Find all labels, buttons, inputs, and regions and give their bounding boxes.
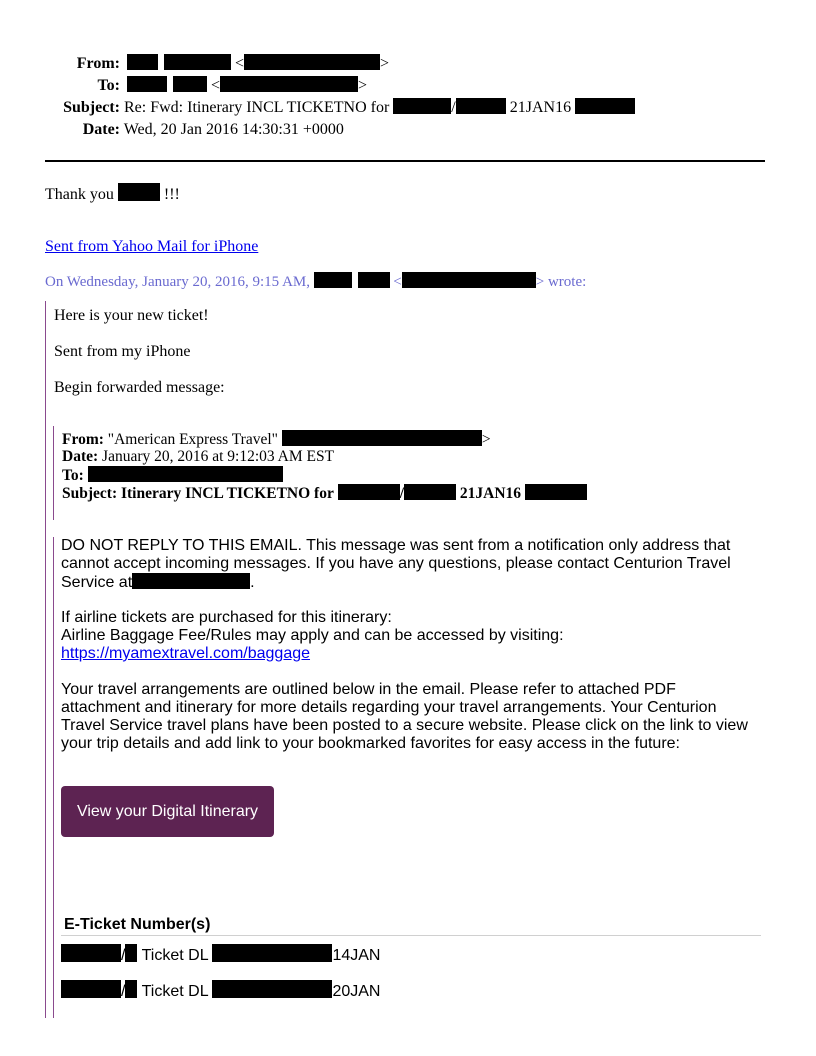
date-label: Date: xyxy=(82,121,120,138)
notice-line1: DO NOT REPLY TO THIS EMAIL. This message was sent from a notification only address that xyxy=(61,537,731,554)
thank-exclaim: !!! xyxy=(163,186,180,203)
redacted-wrote-email xyxy=(402,272,536,288)
redacted-wrote-first xyxy=(314,272,352,288)
redacted-wrote-last xyxy=(358,272,390,288)
fwd-subject-date: 21JAN16 xyxy=(459,485,522,502)
redacted-ticket-number xyxy=(212,944,332,962)
baggage-link[interactable]: https://myamextravel.com/baggage xyxy=(61,645,311,662)
ticket-date: 14JAN xyxy=(332,947,381,964)
redacted-fwd-subject-name2 xyxy=(404,484,456,500)
subject-date: 21JAN16 xyxy=(509,99,572,116)
redacted-subject-code xyxy=(575,98,635,114)
fwd-date-row xyxy=(62,448,334,465)
from-gt: > xyxy=(380,55,390,72)
subject-text: Re: Fwd: Itinerary INCL TICKETNO for xyxy=(124,99,390,116)
redacted-sender-first xyxy=(127,54,158,70)
subject-label: Subject: xyxy=(63,99,120,116)
ticket-row xyxy=(61,944,380,966)
notice-paragraph xyxy=(61,537,771,592)
fwd-subject-row xyxy=(62,484,587,502)
ticket-label: Ticket DL xyxy=(141,983,208,1000)
fwd-from-value: "American Express Travel" xyxy=(107,431,278,448)
travel-line3: Travel Service travel plans have been posted to a secure website. Please click on the link to view xyxy=(61,717,748,734)
redacted-ticket-number xyxy=(212,980,332,998)
fwd-to-label: To: xyxy=(62,467,84,484)
ticket-slash: / xyxy=(121,983,126,1000)
on-wrote-line xyxy=(45,272,586,292)
sent-from-yahoo-link[interactable]: Sent from Yahoo Mail for iPhone xyxy=(45,238,259,255)
fwd-to-row xyxy=(62,466,283,484)
wrote-lt: < xyxy=(393,274,402,290)
baggage-paragraph xyxy=(61,609,771,663)
date-value: Wed, 20 Jan 2016 14:30:31 +0000 xyxy=(123,121,344,138)
sent-from-yahoo-row xyxy=(45,237,258,257)
baggage-line1: If airline tickets are purchased for this itinerary: xyxy=(61,609,392,626)
fwd-subject-label: Subject: xyxy=(62,485,118,502)
redacted-fwd-from-email xyxy=(282,430,482,446)
baggage-line2: Airline Baggage Fee/Rules may apply and can be accessed by visiting: xyxy=(61,627,564,644)
header-from-row xyxy=(40,54,389,74)
redacted-subject-name1 xyxy=(393,98,451,114)
subject-slash: / xyxy=(451,99,456,116)
to-lt: < xyxy=(211,77,221,94)
from-label: From: xyxy=(76,55,120,72)
travel-line2: attachment and itinerary for more details regarding your travel arrangements. Your Centurion xyxy=(61,699,717,716)
redacted-recipient-first xyxy=(127,76,167,92)
ticket-date: 20JAN xyxy=(332,983,381,1000)
fwd-subject-slash: / xyxy=(399,485,405,502)
to-label: To: xyxy=(97,77,120,94)
reply-thank-you xyxy=(45,183,180,205)
header-divider xyxy=(45,160,765,162)
redacted-ticket-passenger xyxy=(61,944,121,962)
quoted-line-sent-iphone: Sent from my iPhone xyxy=(54,343,191,360)
ticket-slash: / xyxy=(121,947,126,964)
notice-line3-suffix: . xyxy=(250,574,255,591)
redacted-subject-name2 xyxy=(456,98,506,114)
quoted-line-new-ticket: Here is your new ticket! xyxy=(54,307,209,324)
notice-line2: cannot accept incoming messages. If you have any questions, please contact Centurion Travel xyxy=(61,555,731,572)
thank-you-text: Thank you xyxy=(45,186,114,203)
from-lt: < xyxy=(235,55,245,72)
ticket-label: Ticket DL xyxy=(141,947,208,964)
redacted-ticket-passenger xyxy=(61,980,121,998)
redacted-recipient-last xyxy=(173,76,207,92)
header-subject-row xyxy=(40,98,635,118)
quoted-line-begin-forwarded: Begin forwarded message: xyxy=(54,379,225,396)
redacted-ticket-initial xyxy=(125,944,137,962)
to-gt: > xyxy=(358,77,368,94)
fwd-from-gt: > xyxy=(481,431,491,448)
on-wrote-prefix: On Wednesday, January 20, 2016, 9:15 AM, xyxy=(45,274,311,290)
fwd-from-row xyxy=(62,430,491,448)
quote-bar-forward-body xyxy=(53,537,54,1018)
eticket-title: E-Ticket Number(s) xyxy=(64,916,211,933)
header-to-row xyxy=(40,76,367,96)
ticket-row xyxy=(61,980,380,1002)
redacted-fwd-to xyxy=(88,466,283,482)
redacted-sender-last xyxy=(164,54,231,70)
redacted-fwd-subject-name1 xyxy=(338,484,400,500)
header-date-row xyxy=(40,120,344,140)
travel-paragraph xyxy=(61,681,776,753)
redacted-recipient-email xyxy=(220,76,358,92)
travel-line1: Your travel arrangements are outlined below in the email. Please refer to attached PDF xyxy=(61,681,676,698)
redacted-sender-email xyxy=(244,54,380,70)
eticket-divider xyxy=(61,935,761,936)
redacted-contact-phone xyxy=(132,573,250,589)
fwd-date-value: January 20, 2016 at 9:12:03 AM EST xyxy=(102,448,335,465)
fwd-date-label: Date: xyxy=(62,448,99,465)
quote-bar-forward-header xyxy=(53,426,54,520)
redacted-thank-name xyxy=(118,183,160,201)
fwd-from-label: From: xyxy=(62,431,104,448)
quote-bar-outer xyxy=(45,301,46,1018)
wrote-suffix: > wrote: xyxy=(535,274,587,290)
redacted-ticket-initial xyxy=(125,980,137,998)
redacted-fwd-subject-code xyxy=(525,484,587,500)
notice-line3-prefix: Service at xyxy=(61,574,133,591)
notice-line3 xyxy=(61,573,771,592)
fwd-subject-text: Itinerary INCL TICKETNO for xyxy=(120,485,334,502)
view-digital-itinerary-button[interactable]: View your Digital Itinerary xyxy=(61,786,274,837)
travel-line4: your trip details and add link to your bookmarked favorites for easy access in the future: xyxy=(61,735,680,752)
